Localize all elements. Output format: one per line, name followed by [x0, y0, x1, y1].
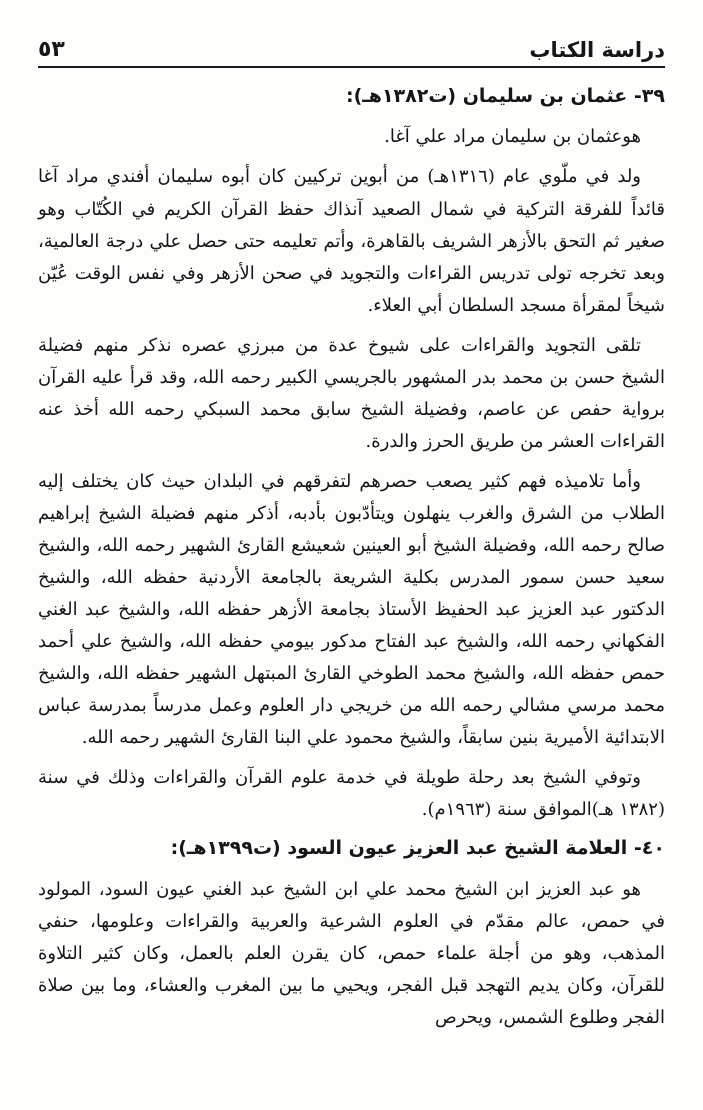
paragraph: وأما تلاميذه فهم كثير يصعب حصرهم لتفرقهم في البلدان حيث كان يختلف إليه الطلاب من الشرق والغرب ينهلون ويتأدّبون بأدبه، أذكر منهم فضيلة الشيخ إبراهيم صالح رحمه الله، وفضيلة الشيخ أبو العينين شعيشع القارئ الشهير رحمه الله، والشيخ سعيد حسن سمور المدرس بكلية الشريعة بالجامعة الأردنية حفظه الله، والشيخ الدكتور عبد العزيز عبد الحفيظ الأستاذ بجامعة الأزهر حفظه الله، والشيخ عبد الغني الفكهاني رحمه الله، والشيخ عبد الفتاح مدكور بيومي حفظه الله، والشيخ علي أحمد حمص حفظه الله، والشيخ محمد الطوخي القارئ المبتهل الشهير حفظه الله، والشيخ محمد مرسي مشالي رحمه الله من خريجي دار العلوم وعمل مدرساً بمدرسة عباس الابتدائية الأميرية بنين سابقاً، والشيخ محمود علي البنا القارئ الشهير رحمه الله.: [38, 470, 665, 748]
paragraph: هو عبد العزيز ابن الشيخ محمد علي ابن الشيخ عبد الغني عيون السود، المولود في حمص، عالم مقدّم في العلوم الشرعية والعربية والقراءات وعلومها، حنفي المذهب، وهو من أجلة علماء حمص، كان يقرن العلم بالعمل، وكان كثير التلاوة للقرآن، وكان يديم التهجد قبل الفجر، ويحيي ما بين المغرب والعشاء، وما بين صلاة الفجر وطلوع الشمس، ويحرص: [38, 878, 665, 1028]
section-40: [38, 834, 665, 1034]
paragraph: هوعثمان بن سليمان مراد علي آغا.: [384, 126, 641, 148]
running-title: دراسة الكتاب: [529, 38, 665, 62]
page-number: ٥٣: [38, 37, 65, 62]
section-39: [38, 82, 665, 826]
paragraph: وتوفي الشيخ بعد رحلة طويلة في خدمة علوم القرآن والقراءات وذلك في سنة (١٣٨٢ هـ)الموافق سنة (١٩٦٣م).: [38, 767, 665, 821]
paragraph: تلقى التجويد والقراءات على شيوخ عدة من مبرزي عصره نذكر منهم فضيلة الشيخ حسن بن محمد بدر المشهور بالجريسي الكبير رحمه الله، وقد قرأ عليه القرآن برواية حفص عن عاصم، وفضيلة الشيخ سابق محمد السبكي رحمه الله أخذ عنه القراءات العشر من طريق الحرز والدرة.: [38, 334, 665, 452]
section-heading: ٤٠- العلامة الشيخ عبد العزيز عيون السود (ت١٣٩٩هـ):: [170, 837, 665, 860]
page-header: [38, 30, 665, 68]
paragraph: ولد في ملّوي عام (١٣١٦هـ) من أبوين تركيين كان أبوه سليمان أفندي مراد آغا قائداً للفرقة التركية في شمال الصعيد آنذاك حفظ القرآن الكريم في الكُتّاب وهو صغير ثم التحق بالأزهر الشريف بالقاهرة، وأتم تعليمه حتى حصل علي درجة العالمية، وبعد تخرجه تولى تدريس القراءات والتجويد في صحن الأزهر وفي نفس الوقت عُيّن شيخاً لمقرأة مسجد السلطان أبي العلاء.: [38, 166, 665, 316]
section-heading: ٣٩- عثمان بن سليمان (ت١٣٨٢هـ):: [345, 85, 665, 107]
